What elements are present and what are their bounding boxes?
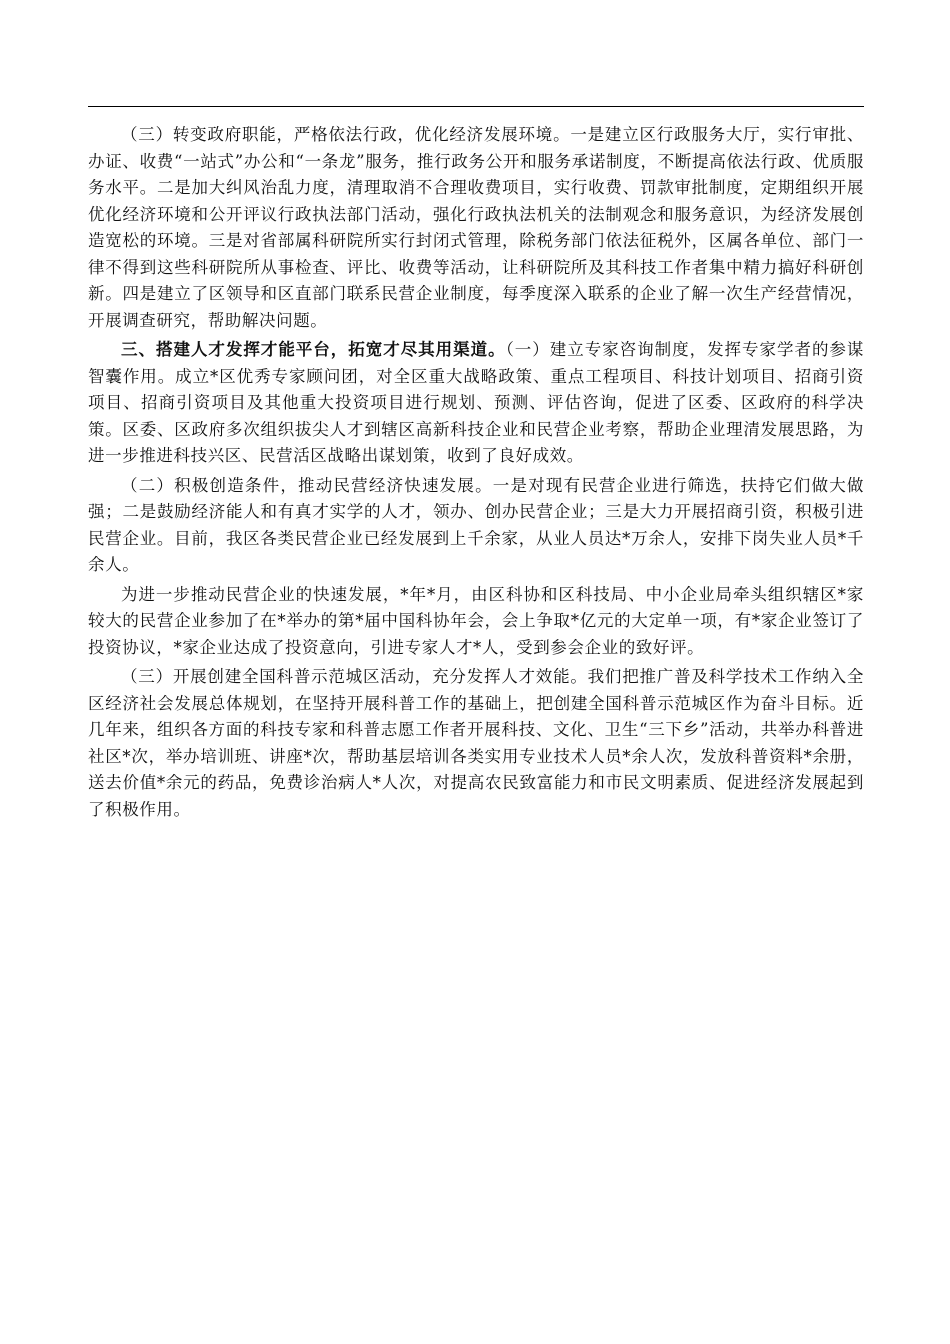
paragraph-science-popularization	[88, 664, 864, 823]
paragraph-talent-platform	[88, 337, 864, 470]
paragraph-text: 为进一步推动民营企业的快速发展，*年*月，由区科协和区科技局、中小企业局牵头组织辖区*家较大的民营企业参加了在*举办的第*届中国科协年会，会上争取*亿元的大定单一项，有*家企业签订了投资协议，*家企业达成了投资意向，引进专家人才*人，受到参会企业的致好评。	[88, 584, 864, 657]
paragraph-private-economy	[88, 473, 864, 579]
paragraph-government-functions	[88, 122, 864, 334]
header-rule	[88, 106, 864, 107]
paragraph-text: （二）积极创造条件，推动民营经济快速发展。一是对现有民营企业进行筛选，扶持它们做大做强；二是鼓励经济能人和有真才实学的人才，领办、创办民营企业；三是大力开展招商引资，积极引进民营企业。目前，我区各类民营企业已经发展到上千余家，从业人员达*万余人，安排下岗失业人员*千余人。	[88, 475, 864, 574]
document-body	[88, 122, 864, 826]
paragraph-private-enterprise-development	[88, 582, 864, 662]
paragraph-text: （三）开展创建全国科普示范城区活动，充分发挥人才效能。我们把推广普及科学技术工作纳入全区经济社会发展总体规划，在坚持开展科普工作的基础上，把创建全国科普示范城区作为奋斗目标。近几年来，组织各方面的科技专家和科普志愿工作者开展科技、文化、卫生“三下乡”活动，共举办科普进社区*次，举办培训班、讲座*次，帮助基层培训各类实用专业技术人员*余人次，发放科普资料*余册，送去价值*余元的药品，免费诊治病人*人次，对提高农民致富能力和市民文明素质、促进经济发展起到了积极作用。	[88, 667, 864, 819]
section-heading: 三、搭建人才发挥才能平台，拓宽才尽其用渠道。	[121, 340, 506, 359]
paragraph-text: （三）转变政府职能，严格依法行政，优化经济发展环境。一是建立区行政服务大厅，实行审批、办证、收费“一站式”办公和“一条龙”服务，推行政务公开和服务承诺制度，不断提高依法行政、优质服务水平。二是加大纠风治乱力度，清理取消不合理收费项目，实行收费、罚款审批制度，定期组织开展优化经济环境和公开评议行政执法部门活动，强化行政执法机关的法制观念和服务意识，为经济发展创造宽松的环境。三是对省部属科研院所实行封闭式管理，除税务部门依法征税外，区属各单位、部门一律不得到这些科研院所从事检查、评比、收费等活动，让科研院所及其科技工作者集中精力搞好科研创新。四是建立了区领导和区直部门联系民营企业制度，每季度深入联系的企业了解一次生产经营情况，开展调查研究，帮助解决问题。	[88, 125, 864, 330]
paragraph-text: （一）建立专家咨询制度，发挥专家学者的参谋智囊作用。成立*区优秀专家顾问团，对全区重大战略政策、重点工程项目、科技计划项目、招商引资项目、招商引资项目及其他重大投资项目进行规划、预测、评估咨询，促进了区委、区政府的科学决策。区委、区政府多次组织拔尖人才到辖区高新科技企业和民营企业考察，帮助企业理清发展思路，为进一步推进科技兴区、民营活区战略出谋划策，收到了良好成效。	[88, 340, 865, 465]
